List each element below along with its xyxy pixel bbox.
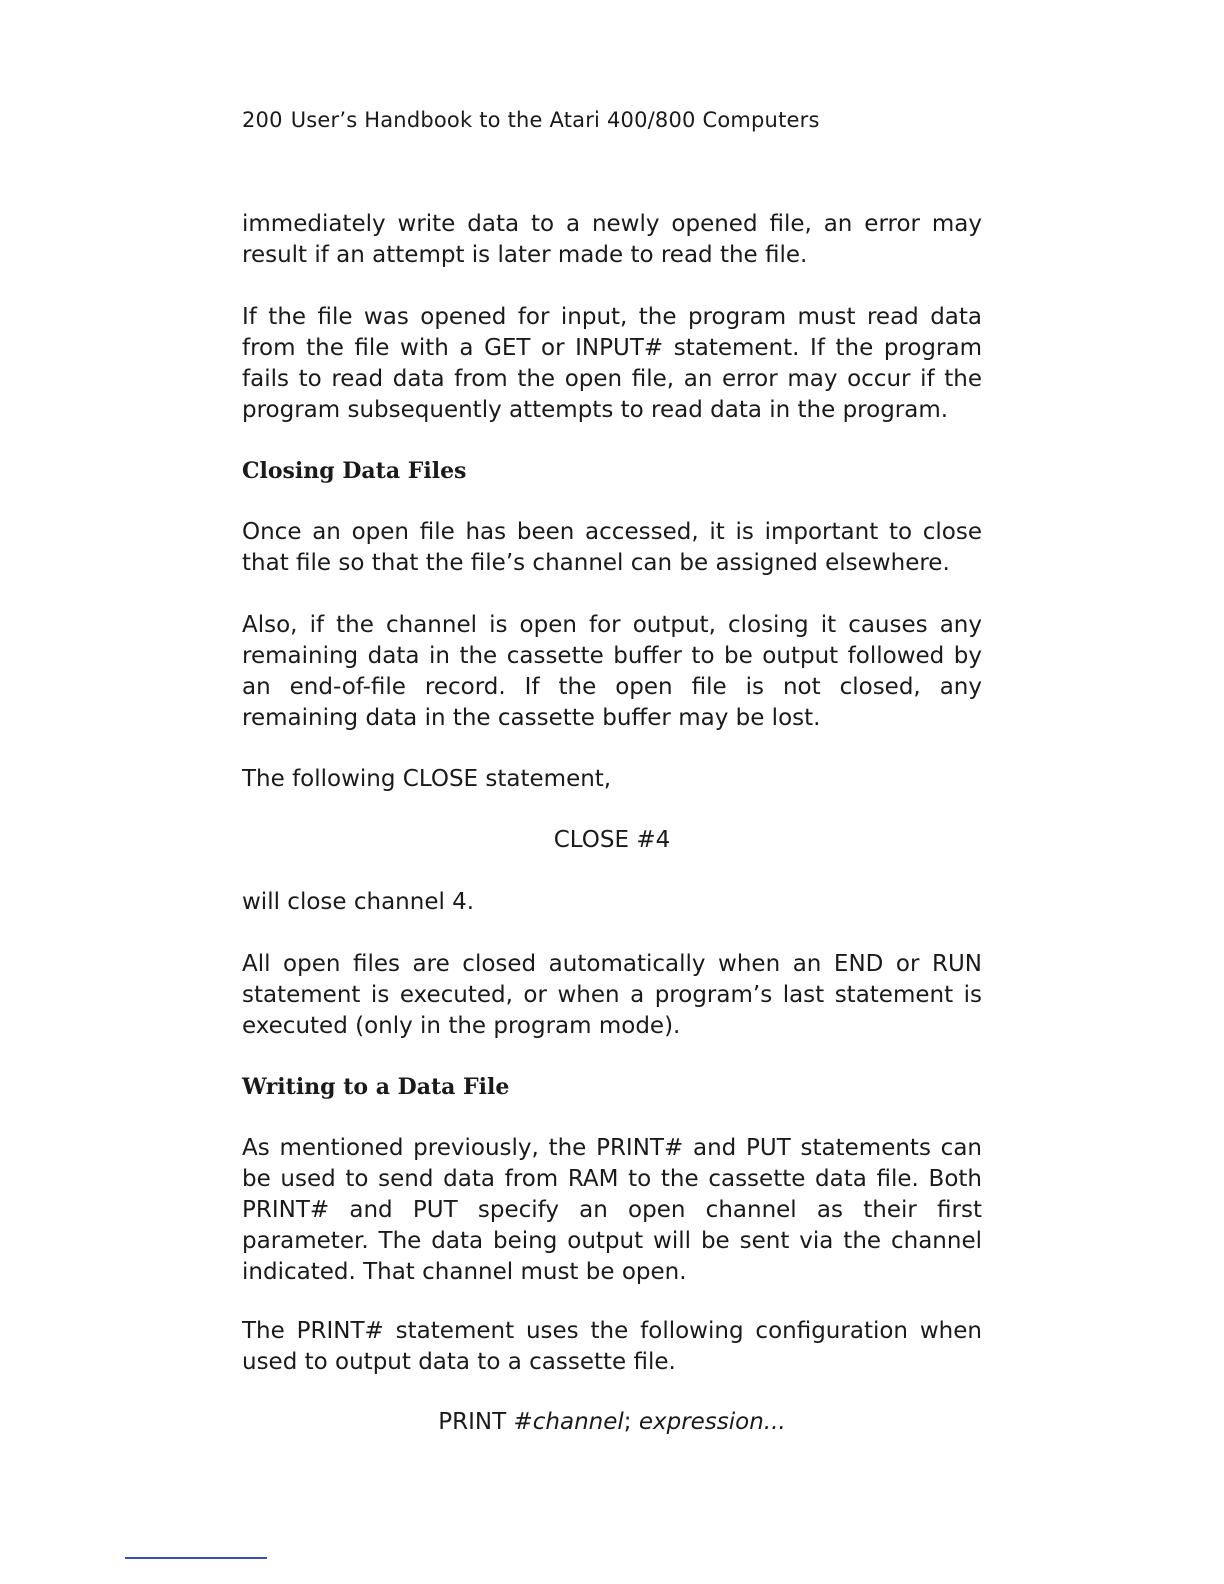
paragraph-2: If the file was opened for input, the program must read data from the file with a GET or INPUT# statement. If the program fails to read data from the open file, an error may occur if the program subsequently attempts to read data in the program. [242,304,982,423]
paragraph-4: Also, if the channel is open for output, closing it causes any remaining data in the cassette buffer to be output followed by an end-of-file record. If the open file is not closed, any remaining data in the cassette buffer may be lost. [242,612,982,731]
paragraph-7: All open files are closed automatically when an END or RUN statement is executed, or when a program’s last statement is executed (only in the program mode). [242,951,982,1039]
code-close-statement: CLOSE #4 [553,827,671,853]
paragraph-5: The following CLOSE statement, [242,766,612,792]
paragraph-6: will close channel 4. [242,889,475,915]
paragraph-3: Once an open file has been accessed, it is important to close that file so that the file’s channel can be assigned elsewhere. [242,519,982,576]
section-heading-closing: Closing Data Files [242,458,467,484]
code-channel-param: channel [532,1409,624,1435]
running-head [242,108,820,132]
book-title: User’s Handbook to the Atari 400/800 Computers [290,108,820,132]
code-print-syntax [242,1407,982,1438]
paragraph-8: As mentioned previously, the PRINT# and PUT statements can be used to send data from RAM to the cassette data file. Both PRINT# and PUT specify an open channel as their first parameter. The data being output will be sent via the channel indicated. That channel must be open. [242,1135,982,1285]
paragraph-9: The PRINT# statement uses the following configuration when used to output data to a cassette file. [242,1318,982,1375]
footer-rule [125,1557,267,1559]
section-heading-writing: Writing to a Data File [242,1074,510,1100]
page-number: 200 [242,108,283,132]
code-expression-param: expression... [638,1409,786,1435]
code-separator: ; [623,1409,639,1435]
paragraph-1: immediately write data to a newly opened file, an error may result if an attempt is later made to read the file. [242,211,982,268]
code-keyword: PRINT # [438,1409,533,1435]
